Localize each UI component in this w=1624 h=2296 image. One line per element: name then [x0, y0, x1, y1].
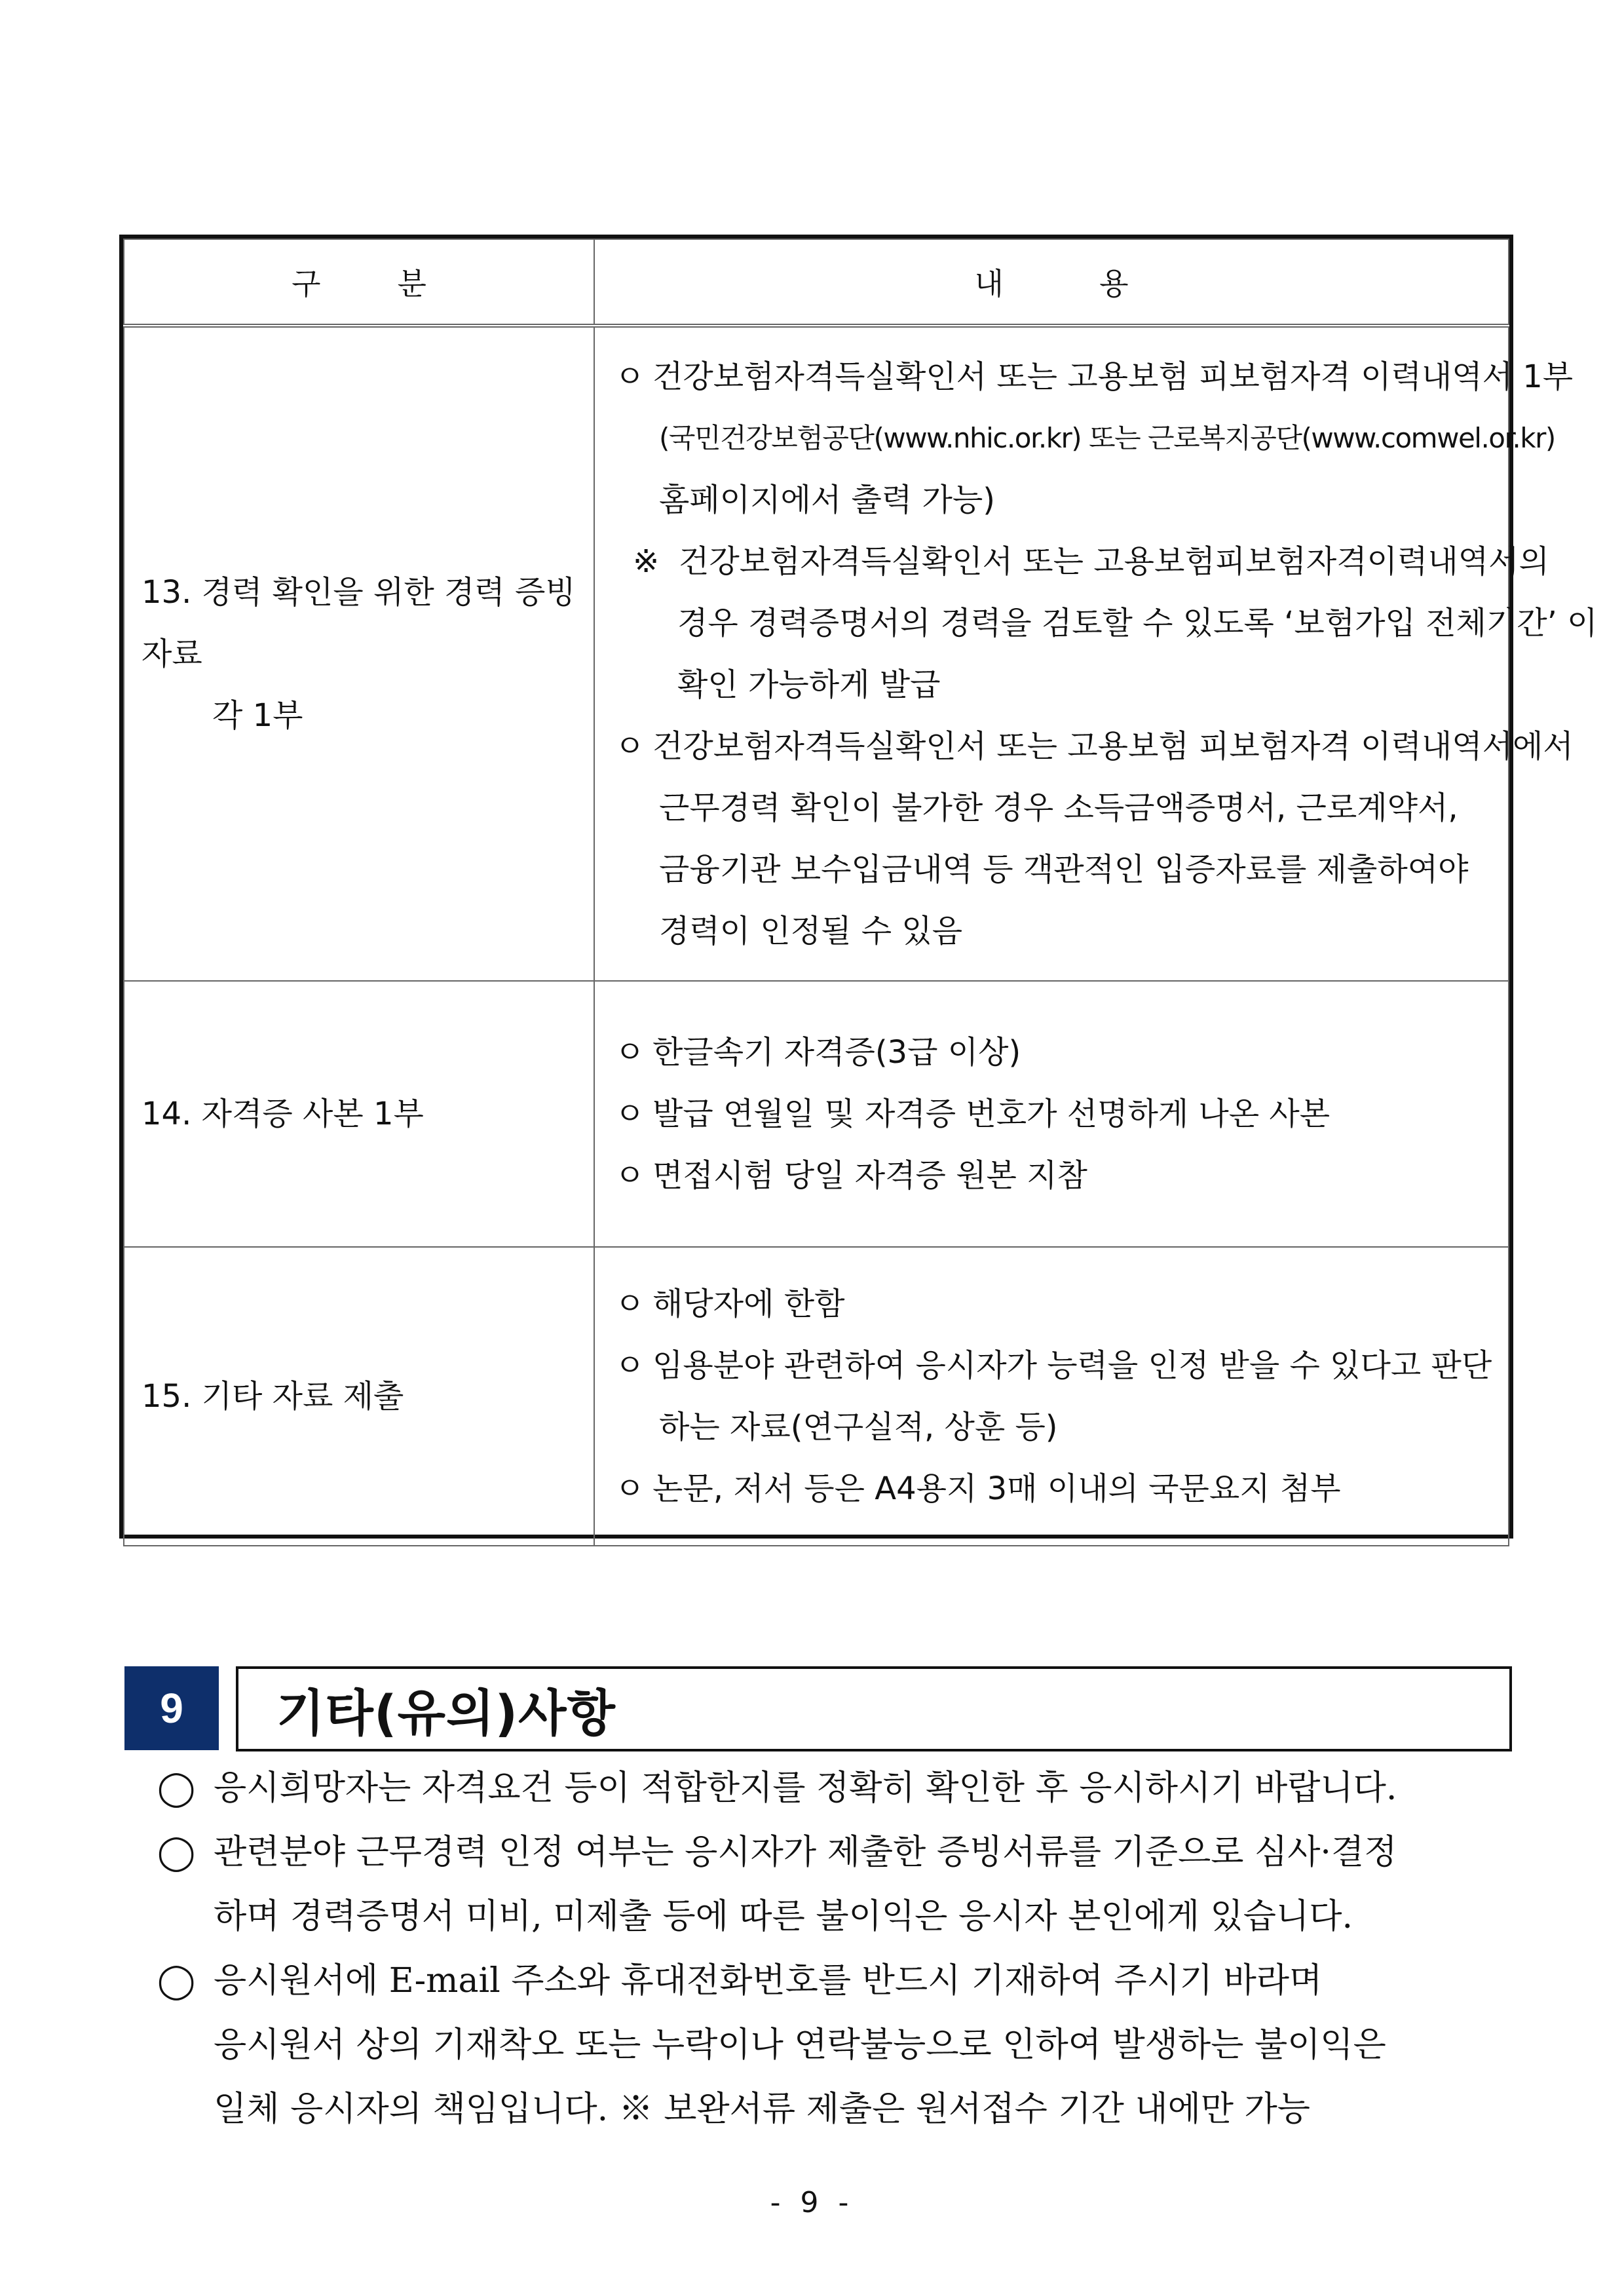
section-heading [124, 1666, 1513, 1750]
row-label [124, 1247, 594, 1546]
note-continuation: 하며 경력증명서 미비, 미제출 등에 따른 불이익은 응시자 본인에게 있습니다. [214, 1897, 1353, 1936]
bullet-mark: ㅇ [614, 1157, 645, 1194]
notes-list [157, 1756, 1520, 2141]
table-row [124, 981, 1509, 1247]
note-continuation: 경우 경력증명서의 경력을 검토할 수 있도록 ‘보험가입 전체기간’ 이 [677, 605, 1598, 641]
bullet-item: ㅇ 논문, 저서 등은 A4용지 3매 이내의 국문요지 첨부 [614, 1458, 1501, 1520]
header-content: 내 용 [594, 239, 1509, 326]
note-item: ◯ 응시원서에 E-mail 주소와 휴대전화번호를 반드시 기재하여 주시기 바라며 [157, 1949, 1520, 2013]
row-label-line: 14. 자격증 사본 1부 [142, 1096, 424, 1132]
row-content [594, 1247, 1509, 1546]
table-row [124, 1247, 1509, 1546]
section-number-badge: 9 [124, 1666, 219, 1750]
bullet-mark: ㅇ [614, 358, 645, 395]
bullet-continuation: 금융기관 보수입금내역 등 객관적인 입증자료를 제출하여야 [659, 851, 1469, 888]
circle-bullet-icon: ◯ [157, 1833, 196, 1872]
note-item: ※ 건강보험자격득실확인서 또는 고용보험피보험자격이력내역서의 [614, 531, 1501, 592]
row-label [124, 981, 594, 1247]
bullet-item: ㅇ 해당자에 한함 [614, 1273, 1501, 1335]
bullet-continuation: (국민건강보험공단(www.nhic.or.kr) 또는 근로복지공단(www.comwel.or.kr) [659, 422, 1555, 454]
bullet-mark: ㅇ [614, 1470, 645, 1507]
bullet-item: ㅇ 건강보험자격득실확인서 또는 고용보험 피보험자격 이력내역서 1부 [614, 346, 1501, 408]
bullet-continuation: 근무경력 확인이 불가한 경우 소득금액증명서, 근로계약서, [659, 790, 1458, 826]
bullet-item: ㅇ 한글속기 자격증(3급 이상) [614, 1022, 1501, 1083]
bullet-mark: ㅇ [614, 728, 645, 765]
note-continuation: 일체 응시자의 책임입니다. ※ 보완서류 제출은 원서접수 기간 내에만 가능 [214, 2090, 1311, 2129]
bullet-continuation: 경력이 인정될 수 있음 [659, 913, 963, 949]
section-title: 기타(유의)사항 [276, 1683, 616, 1742]
row-content [594, 981, 1509, 1247]
row-content [594, 326, 1598, 981]
row-label-line: 15. 기타 자료 제출 [142, 1378, 404, 1415]
note-continuation: 응시원서 상의 기재착오 또는 누락이나 연락불능으로 인하여 발생하는 불이익은 [214, 2025, 1386, 2065]
table-row [124, 326, 1509, 981]
circle-bullet-icon: ◯ [157, 1961, 196, 2000]
section-title-box [236, 1666, 1512, 1751]
bullet-mark: ㅇ [614, 1347, 645, 1384]
bullet-mark: ㅇ [614, 1286, 645, 1322]
note-item: ◯ 응시희망자는 자격요건 등이 적합한지를 정확히 확인한 후 응시하시기 바랍니다. [157, 1756, 1520, 1820]
bullet-item: ㅇ 건강보험자격득실확인서 또는 고용보험 피보험자격 이력내역서에서 [614, 716, 1501, 777]
bullet-continuation: 하는 자료(연구실적, 상훈 등) [659, 1409, 1058, 1445]
row-label [124, 326, 594, 981]
bullet-item: ㅇ 면접시험 당일 자격증 원본 지참 [614, 1145, 1501, 1206]
bullet-mark: ㅇ [614, 1096, 645, 1132]
note-item: ◯ 관련분야 근무경력 인정 여부는 응시자가 제출한 증빙서류를 기준으로 심사·결정 [157, 1820, 1520, 1885]
row-label-line: 각 1부 [212, 697, 303, 734]
bullet-continuation: 홈페이지에서 출력 가능) [659, 482, 995, 518]
circle-bullet-icon: ◯ [157, 1769, 196, 1808]
requirements-table [119, 235, 1598, 1539]
table-header-row [124, 239, 1509, 326]
bullet-mark: ㅇ [614, 1034, 645, 1071]
note-continuation: 확인 가능하게 발급 [677, 666, 941, 703]
bullet-item: ㅇ 임용분야 관련하여 응시자가 능력을 인정 받을 수 있다고 판단 [614, 1335, 1501, 1396]
reference-mark: ※ [633, 543, 660, 580]
page-number: - 9 - [770, 2186, 854, 2219]
row-label-line: 13. 경력 확인을 위한 경력 증빙자료 [142, 574, 576, 672]
header-category: 구 분 [124, 239, 594, 326]
bullet-item: ㅇ 발급 연월일 및 자격증 번호가 선명하게 나온 사본 [614, 1083, 1501, 1145]
